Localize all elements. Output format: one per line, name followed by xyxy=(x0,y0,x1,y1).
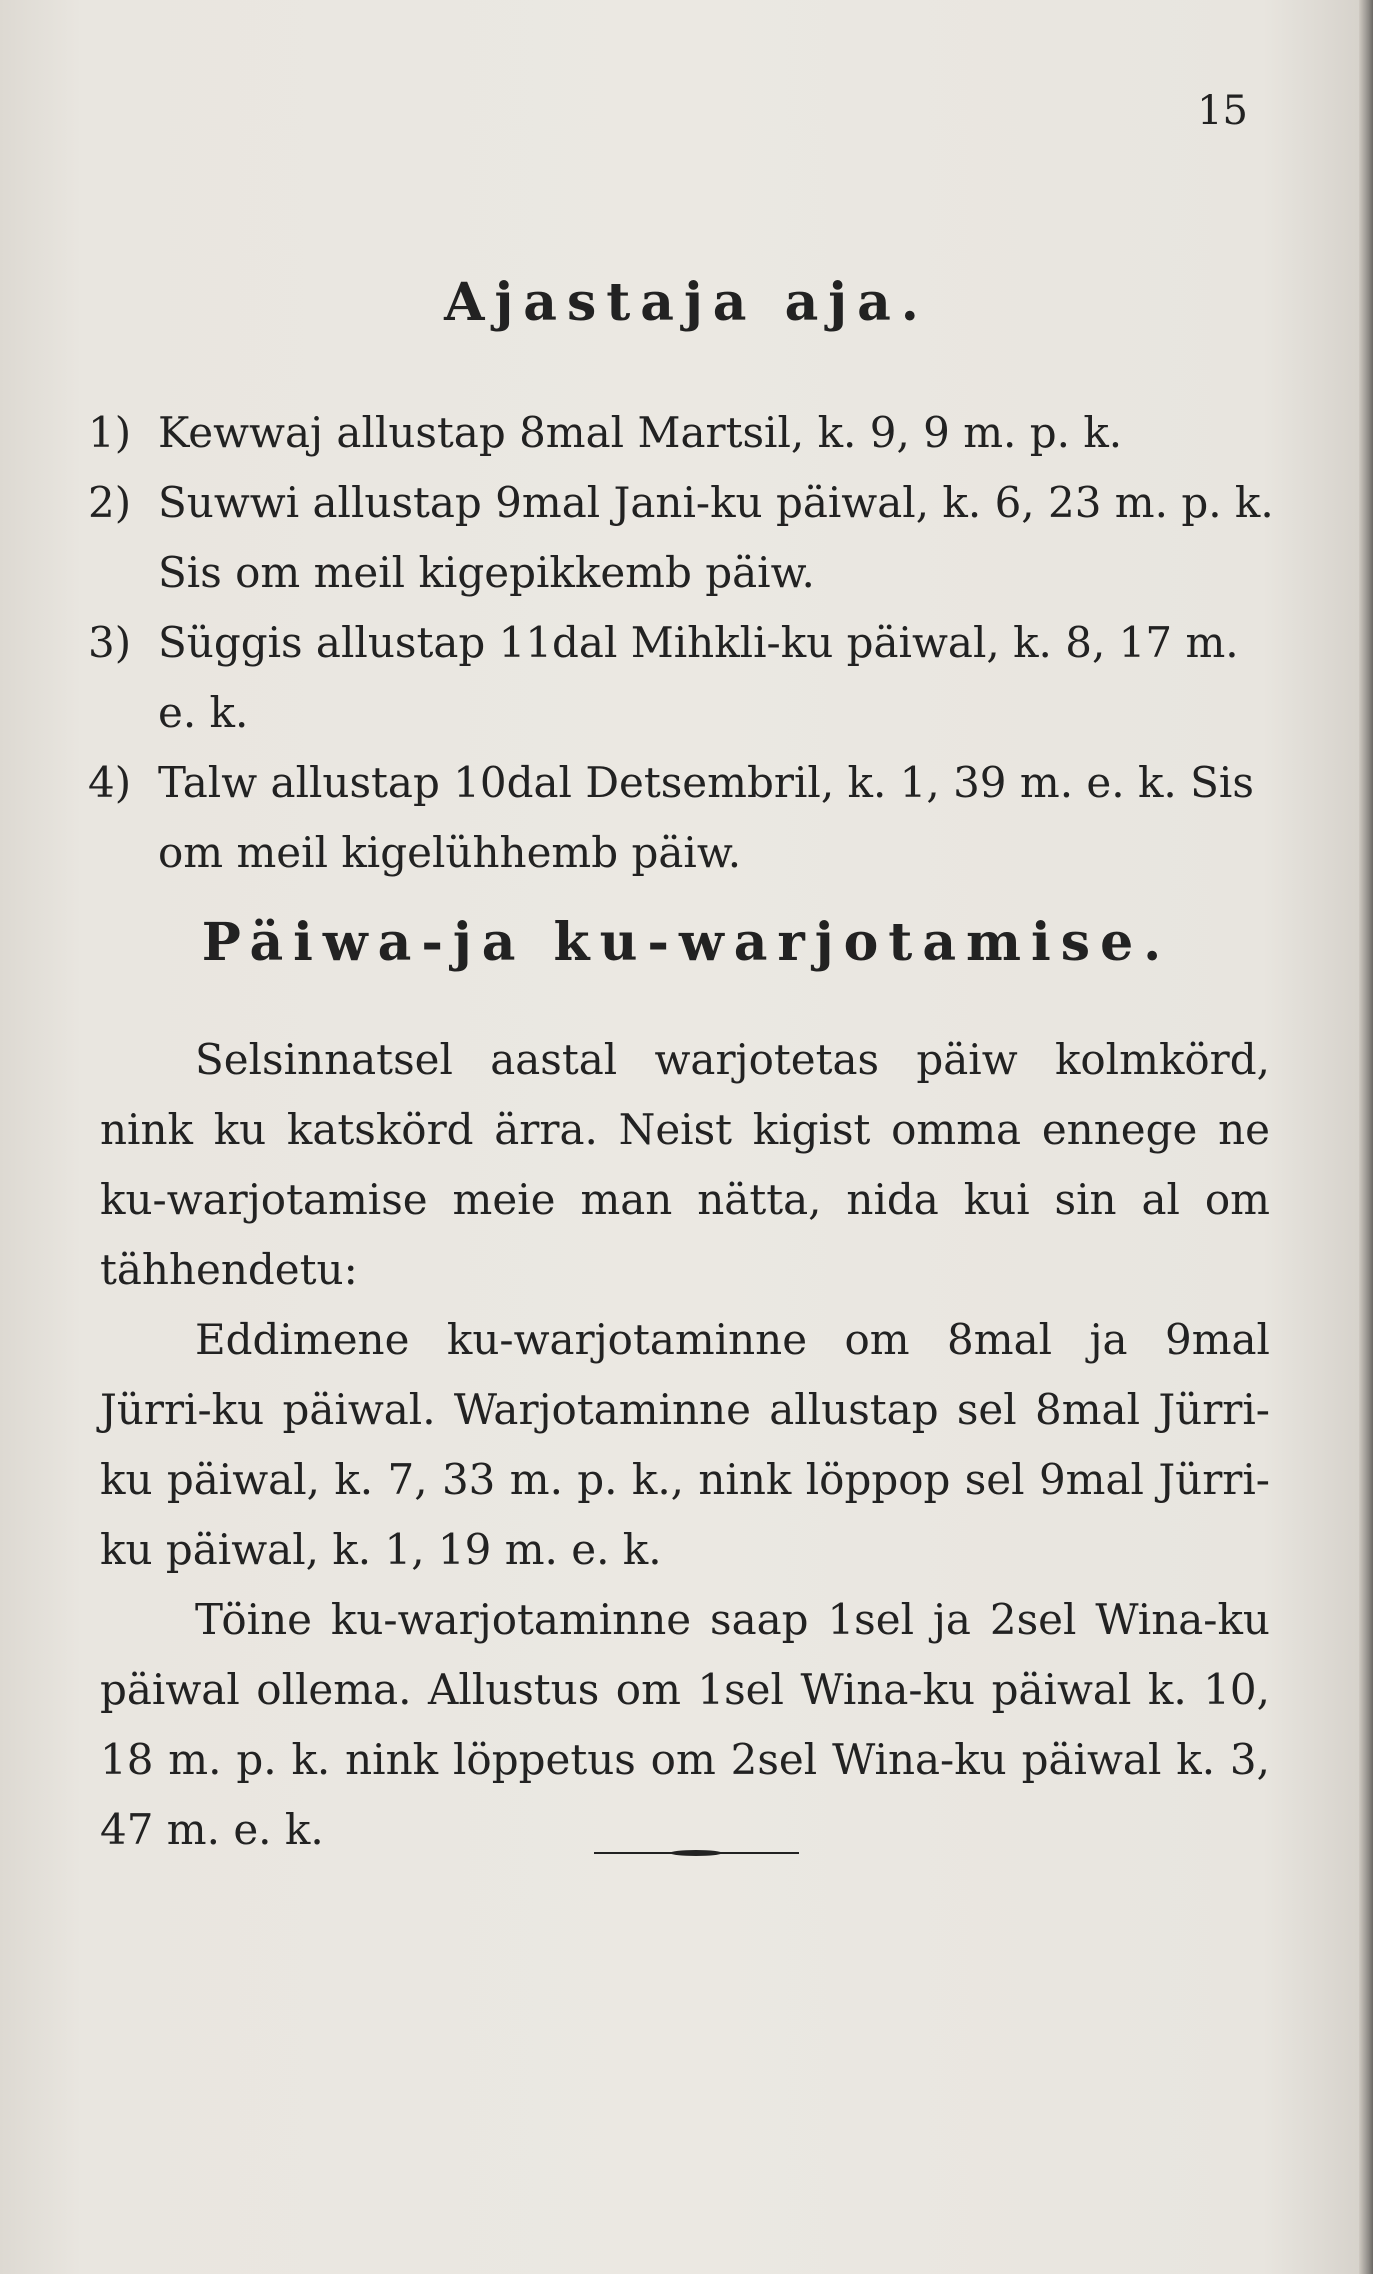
page-number: 15 xyxy=(1197,88,1248,134)
list-item-text: Suwwi allustap 9mal Jani-ku päiwal, k. 6, 23 m. p. k. Sis om meil kigepikkemb päiw. xyxy=(158,478,1274,597)
paragraph: Selsinnatsel aastal warjotetas päiw kolmkörd, nink ku katskörd ärra. Neist kigist omma ennege ne ku-warjotamise meie man nätta, nida kui sin al om tähhendetu: xyxy=(100,1035,1270,1294)
list-item-text: Kewwaj allustap 8mal Martsil, k. 9, 9 m. p. k. xyxy=(158,408,1123,457)
list-item xyxy=(88,398,1278,468)
list-item xyxy=(88,608,1278,748)
seasons-list xyxy=(88,398,1278,888)
section-heading-eclipses: Päiwa-ja ku-warjotamise. xyxy=(201,912,1172,973)
list-item-number: 1) xyxy=(88,408,132,457)
list-item-text: Talw allustap 10dal Detsembril, k. 1, 39 m. e. k. Sis om meil kigelühhemb päiw. xyxy=(158,758,1254,877)
page-edge-shadow xyxy=(1359,0,1373,2274)
list-item xyxy=(88,468,1278,608)
paragraph: Töine ku-warjotaminne saap 1sel ja 2sel Wina-ku päiwal ollema. Allustus om 1sel Wina-ku päiwal k. 10, 18 m. p. k. nink löppetus om 2sel Wina-ku päiwal k. 3, 47 m. e. k. xyxy=(100,1595,1270,1854)
list-item xyxy=(88,748,1278,888)
list-item-text: Süggis allustap 11dal Mihkli-ku päiwal, k. 8, 17 m. e. k. xyxy=(158,618,1239,737)
paragraph: Eddimene ku-warjotaminne om 8mal ja 9mal Jürri-ku päiwal. Warjotaminne allustap sel 8mal Jürri-ku päiwal, k. 7, 33 m. p. k., nink löppop sel 9mal Jürri-ku päiwal, k. 1, 19 m. e. k. xyxy=(100,1315,1270,1574)
list-item-number: 4) xyxy=(88,758,132,807)
section-heading-seasons: Ajastaja aja. xyxy=(444,272,929,333)
list-item-number: 2) xyxy=(88,478,132,527)
list-item-number: 3) xyxy=(88,618,132,667)
eclipse-paragraphs xyxy=(100,1025,1270,1865)
ornamental-rule-icon xyxy=(594,1850,799,1856)
